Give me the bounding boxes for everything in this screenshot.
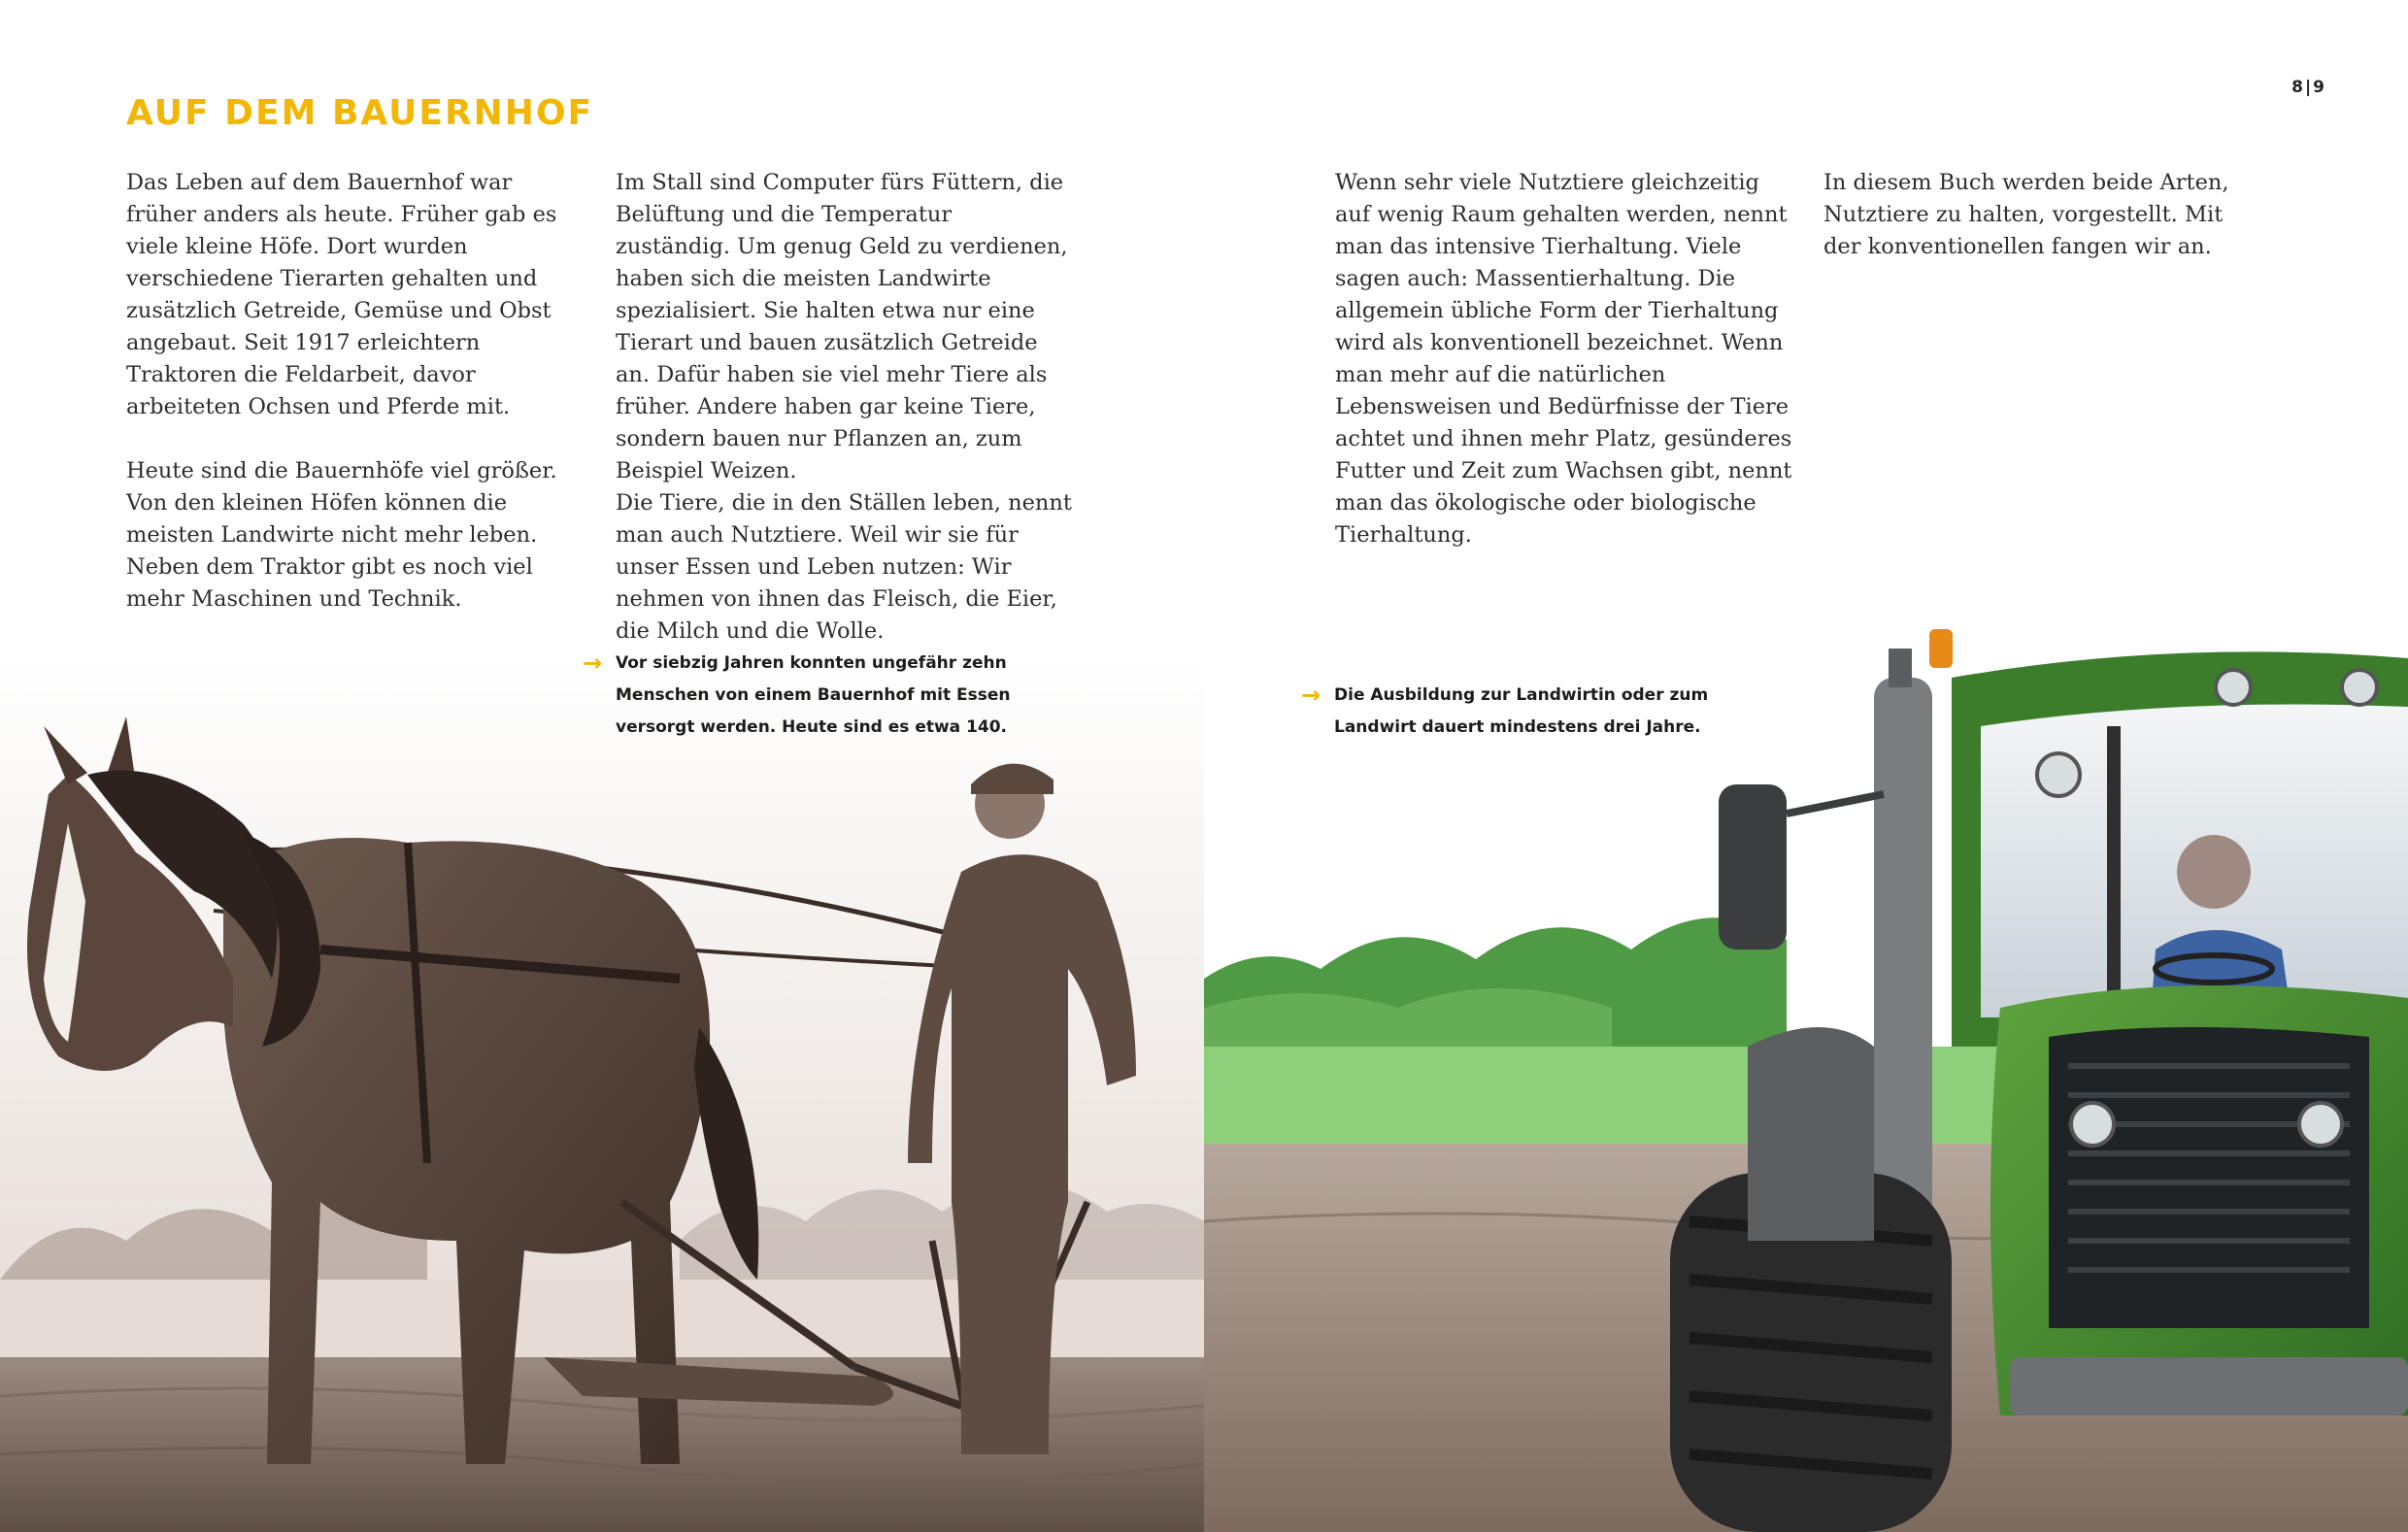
paragraph: Die Tiere, die in den Ställen leben, nennt man auch Nutztiere. Weil wir sie für unser Essen und Leben nutzen: Wir nehmen von ihnen das Fleisch, die Eier, die Milch und die Wolle. xyxy=(616,490,1072,644)
note-text: Vor siebzig Jahren konnten ungefähr zehn Menschen von einem Bauernhof mit Essen versorgt werden. Heute sind es etwa 140. xyxy=(616,653,1011,737)
arrow-right-icon: → xyxy=(583,649,603,677)
right-page xyxy=(1204,0,2408,1532)
paragraph: Heute sind die Bauernhöfe viel größer. Von den kleinen Höfen können die meisten Landwirte nicht mehr leben. Neben dem Traktor gibt es noch viel mehr Maschinen und Technik. xyxy=(126,458,557,612)
fact-note xyxy=(1301,680,1713,744)
horse-plough-illustration xyxy=(0,658,1204,1532)
paragraph: Wenn sehr viele Nutztiere gleichzeitig auf wenig Raum gehalten werden, nennt man das intensive Tierhaltung. Viele sagen auch: Massentierhaltung. Die allgemein übliche Form der Tierhaltung wird als konventionell bezeichnet. Wenn man mehr auf die natürlichen Lebensweisen und Bedürfnisse der Tiere achtet und ihnen mehr Platz, gesünderes Futter und Zeit zum Wachsen gibt, nennt man das ökologische oder biologische Tierhaltung. xyxy=(1335,170,1792,548)
text-column-2 xyxy=(616,167,1072,680)
page-number: 8|9 xyxy=(2291,78,2326,97)
text-column-1 xyxy=(126,167,583,648)
page-title: AUF DEM BAUERNHOF xyxy=(126,93,594,133)
paragraph: Im Stall sind Computer fürs Füttern, die Belüftung und die Temperatur zuständig. Um genug Geld zu verdienen, haben sich die meisten Landwirte spezialisiert. Sie halten etwa nur eine Tierart und bauen zusätzlich Getreide an. Dafür haben sie viel mehr Tiere als früher. Andere haben gar keine Tiere, sondern bauen nur Pflanzen an, zum Beispiel Weizen. xyxy=(616,170,1068,483)
paragraph: In diesem Buch werden beide Arten, Nutztiere zu halten, vorgestellt. Mit der konventionellen fangen wir an. xyxy=(1823,170,2229,259)
text-column-3 xyxy=(1335,167,1801,583)
note-text: Die Ausbildung zur Landwirtin oder zum Landwirt dauert mindestens drei Jahre. xyxy=(1334,685,1709,737)
text-column-4 xyxy=(1823,167,2251,295)
paragraph: Das Leben auf dem Bauernhof war früher anders als heute. Früher gab es viele kleine Höfe. Dort wurden verschiedene Tierarten gehalten und zusätzlich Getreide, Gemüse und Obst angebaut. Seit 1917 erleichtern Traktoren die Feldarbeit, davor arbeiteten Ochsen und Pferde mit. xyxy=(126,170,557,419)
arrow-right-icon: → xyxy=(1301,682,1321,709)
fact-note xyxy=(583,648,1082,744)
